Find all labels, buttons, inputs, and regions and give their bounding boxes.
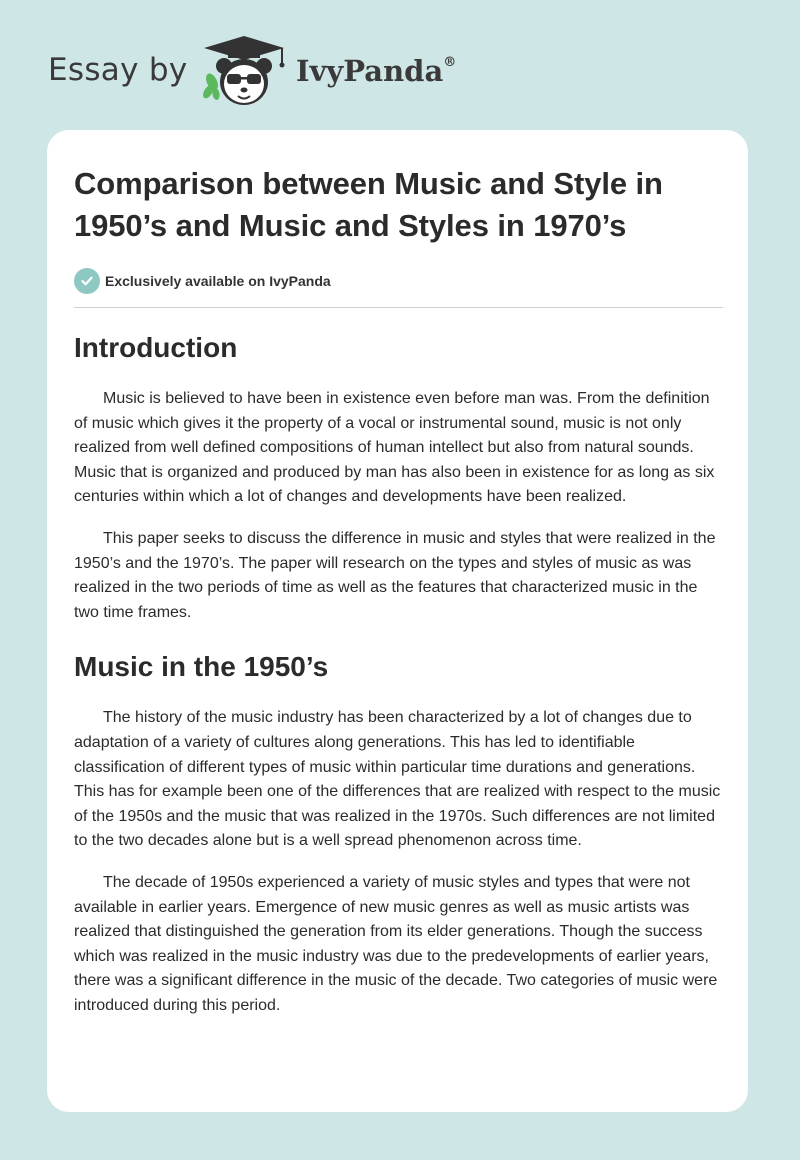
check-icon — [74, 268, 100, 294]
paragraph: Music is believed to have been in existence even before man was. From the definition of music which gives it the property of a vocal or instrumental sound, music is not only realized from well defined compositions of human intellect but also from natural sounds. Music that is organized and produced by man has also been in existence for as long as six centuries within which a lot of changes and developments have been realized. — [74, 390, 715, 506]
registered-mark: ® — [443, 55, 457, 71]
section-heading-introduction: Introduction — [74, 332, 238, 363]
essay-by-label: Essay by — [48, 52, 188, 88]
paragraph: This paper seeks to discuss the difference in music and styles that were realized in the 1950’s and the 1970’s. The paper will research on the types and styles of music as was realized in the two periods of time as well as the features that characterized music in the two time frames. — [74, 529, 716, 621]
section-heading-music-1950s: Music in the 1950’s — [74, 651, 329, 683]
brand-name[interactable]: IvyPanda® — [296, 54, 457, 88]
availability-text: Exclusively available on IvyPanda — [105, 273, 331, 289]
page-title: Comparison between Music and Style in 1950’s and Music and Styles in 1970’s — [74, 166, 663, 243]
paragraph: The history of the music industry has been characterized by a lot of changes due to adaptation of a variety of cultures along generations. This has led to identifiable classification of different types of music within particular time durations and generations. This has for example been one of the differences that are realized with respect to the music of the 1950s and the music that was realized in the 1970s. Such differences are not limited to the two decades alone but is a well spread phenomenon across time. — [74, 709, 721, 850]
title-divider — [74, 307, 723, 308]
essay-content — [74, 163, 724, 1018]
panda-graduate-icon[interactable] — [198, 34, 290, 110]
essay-card — [47, 130, 748, 1112]
site-header — [48, 34, 508, 114]
availability-badge — [74, 267, 724, 295]
paragraph: The decade of 1950s experienced a variety of music styles and types that were not available in earlier years. Emergence of new music genres as well as music artists was realized that distinguished the generation from its elder generations. Though the success which was realized in the music industry was due to the predevelopments of earlier years, there was a significant difference in the music of the decade. Two categories of music were introduced during this period. — [74, 873, 718, 1014]
